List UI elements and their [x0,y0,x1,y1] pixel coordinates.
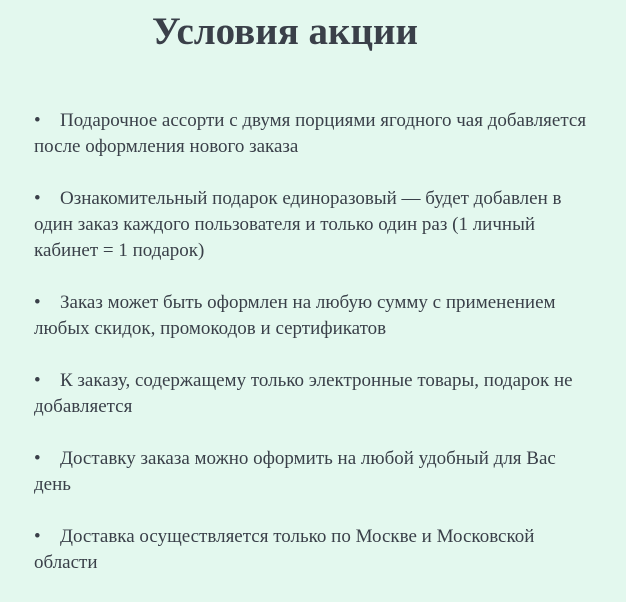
bullet-icon: • [34,292,41,313]
bullet-icon: • [34,110,41,131]
condition-item [34,290,594,342]
condition-item [34,524,594,576]
bullet-icon: • [34,188,41,209]
page-title: Условия акции [152,10,418,53]
conditions-list [34,108,594,602]
condition-text: Подарочное ассорти с двумя порциями ягодного чая добавляется после оформления нового заказа [34,110,587,157]
condition-item [34,446,594,498]
bullet-icon: • [34,448,41,469]
condition-item [34,368,594,420]
condition-item [34,186,594,264]
bullet-icon: • [34,370,41,391]
condition-text: Заказ может быть оформлен на любую сумму с применением любых скидок, промокодов и сертификатов [34,292,556,339]
condition-item [34,108,594,160]
bullet-icon: • [34,526,41,547]
condition-text: К заказу, содержащему только электронные товары, подарок не добавляется [34,370,573,417]
condition-text: Ознакомительный подарок единоразовый — будет добавлен в один заказ каждого пользователя и только один раз (1 личный кабинет = 1 подарок) [34,188,562,261]
condition-text: Доставку заказа можно оформить на любой удобный для Вас день [34,448,556,495]
condition-text: Доставка осуществляется только по Москве и Московской области [34,526,535,573]
